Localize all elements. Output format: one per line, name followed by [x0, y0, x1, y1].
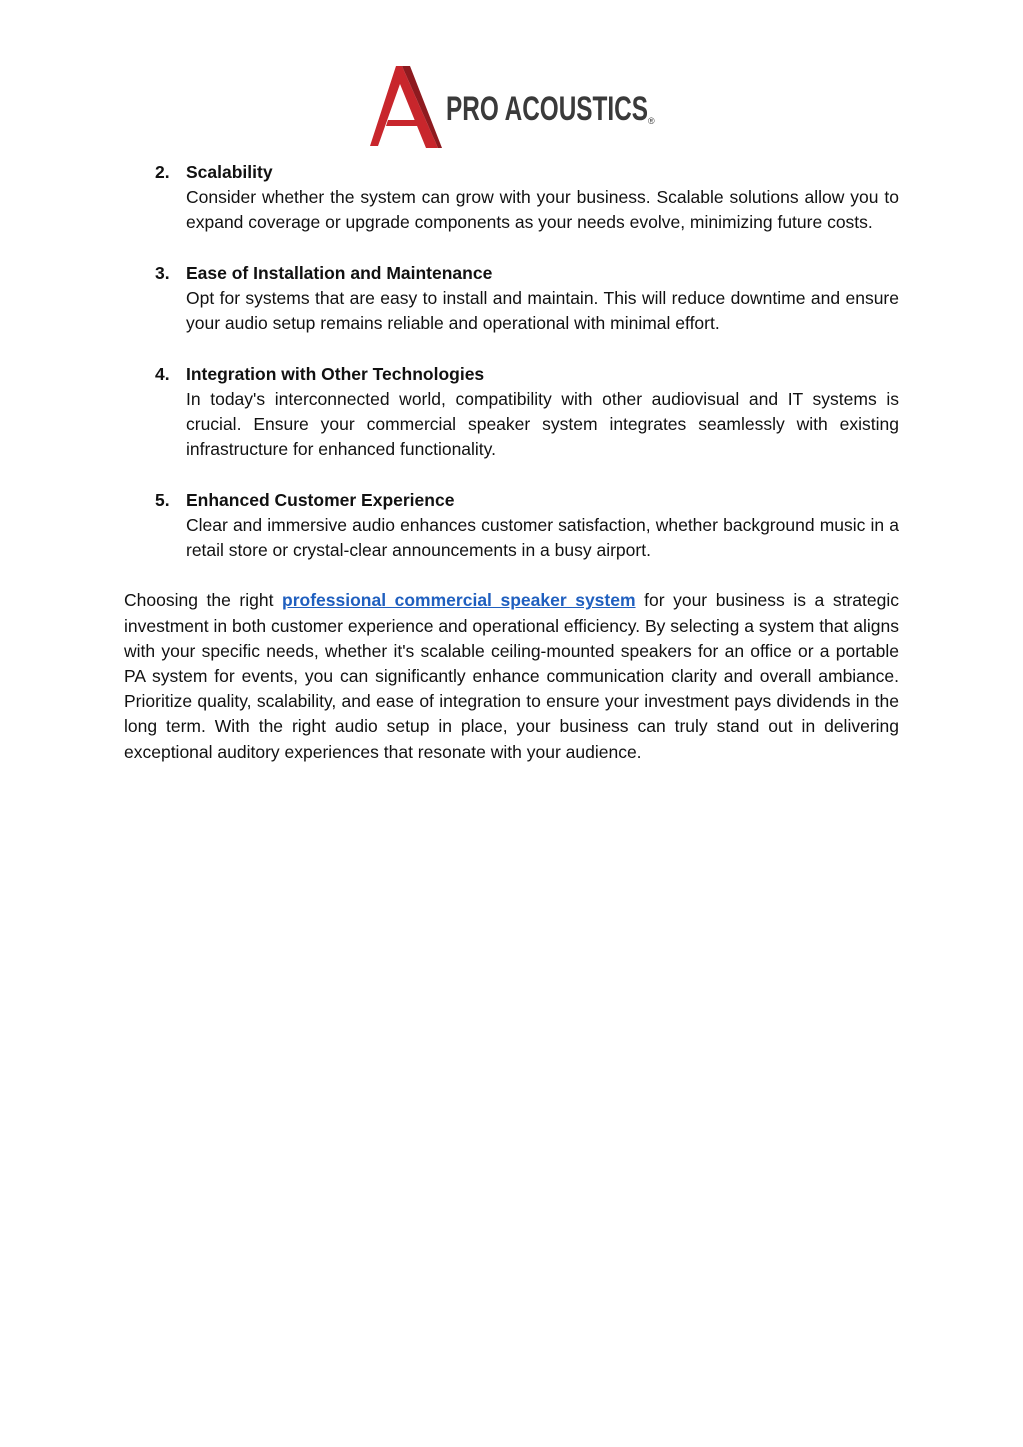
list-item-number: 3. — [155, 262, 170, 283]
list-item-title: Ease of Installation and Maintenance — [186, 262, 493, 283]
list-item-title: Enhanced Customer Experience — [186, 489, 455, 510]
conclusion-text-after-link: for your business is a strategic investment in both customer experience and operational efficiency. By selecting a system that aligns with your specific needs, whether it's scalable ceiling-mounted speakers for an office or a portable PA system for events, you can significantly enhance communication clarity and overall ambiance. Prioritize quality, scalability, and ease of integration to ensure your investment pays dividends in the long term. With the right audio setup in place, your business can truly stand out in delivering exceptional auditory experiences that resonate with your audience. — [124, 590, 899, 762]
list-item — [124, 362, 899, 463]
conclusion-text-before-link: Choosing the right — [124, 590, 283, 611]
list-item-text: Clear and immersive audio enhances customer satisfaction, whether background music in a retail store or crystal-clear announcements in a busy airport. — [186, 514, 899, 560]
conclusion-paragraph — [124, 588, 899, 764]
speaker-system-link[interactable]: professional commercial speaker system — [282, 590, 636, 611]
document-body — [124, 160, 899, 765]
list-item-text: Consider whether the system can grow with your business. Scalable solutions allow you to expand coverage or upgrade components as your needs evolve, minimizing future costs. — [186, 187, 899, 233]
list-item-number: 2. — [155, 162, 170, 182]
list-item-title: Scalability — [186, 162, 273, 182]
svg-text:®: ® — [648, 116, 655, 126]
pro-acoustics-logo — [366, 62, 658, 154]
list-item-title: Integration with Other Technologies — [186, 363, 485, 384]
list-item-number: 4. — [155, 363, 170, 384]
svg-text:PRO ACOUSTICS: PRO ACOUSTICS — [446, 90, 648, 128]
list-item-text: In today's interconnected world, compatibility with other audiovisual and IT systems is crucial. Ensure your commercial speaker system integrates seamlessly with existing infrastructure for enhanced functionality. — [186, 388, 899, 460]
list-item — [124, 160, 899, 236]
list-item-text: Opt for systems that are easy to install and maintain. This will reduce downtime and ensure your audio setup remains reliable and operational with minimal effort. — [186, 288, 899, 334]
list-item — [124, 261, 899, 337]
list-item — [124, 488, 899, 564]
list-item-number: 5. — [155, 489, 170, 510]
